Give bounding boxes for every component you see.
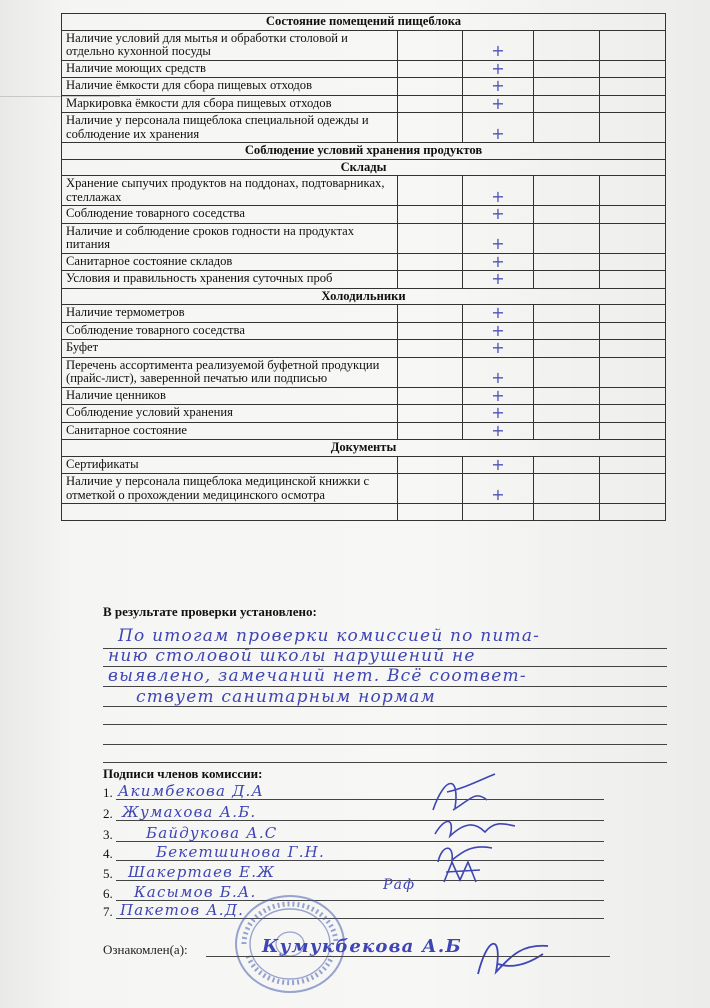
checklist-item-text: Наличие условий для мытья и обработки столовой и отдельно кухонной посуды: [62, 30, 398, 60]
section-header-row: [62, 159, 666, 176]
checklist-row: [62, 387, 666, 405]
checklist-item-text: Перечень ассортимента реализуемой буфетной продукции (прайс-лист), заверенной печатью или подписью: [62, 357, 398, 387]
signature-number: 4.: [103, 846, 113, 861]
check-cell: [398, 456, 463, 474]
checklist-item-text: Условия и правильность хранения суточных проб: [62, 271, 398, 289]
check-cell: [534, 223, 600, 253]
inspection-checklist-table: [61, 13, 666, 521]
checklist-item-text: Соблюдение условий хранения: [62, 405, 398, 423]
signature-scribble: [468, 924, 558, 984]
checklist-item-text: Буфет: [62, 340, 398, 358]
checklist-row: [62, 340, 666, 358]
check-cell: [398, 223, 463, 253]
check-cell: [534, 322, 600, 340]
check-cell: [398, 340, 463, 358]
check-cell: [463, 357, 534, 387]
checklist-item-text: Наличие термометров: [62, 305, 398, 323]
checklist-row: [62, 253, 666, 271]
handwritten-plus-mark: +: [491, 234, 505, 253]
checklist-row: [62, 60, 666, 78]
acknowledged-handwritten-name: Кумукбекова А.Б: [262, 936, 462, 957]
handwritten-plus-mark: +: [491, 123, 505, 143]
check-cell: [600, 357, 666, 387]
check-cell: [600, 253, 666, 271]
check-cell: [463, 504, 534, 521]
handwritten-extra-mark: Раф: [383, 877, 416, 893]
check-cell: [534, 30, 600, 60]
check-cell: [398, 78, 463, 96]
handwritten-plus-mark: +: [491, 484, 505, 504]
check-cell: [534, 456, 600, 474]
check-cell: [463, 60, 534, 78]
check-cell: [398, 474, 463, 504]
handwritten-conclusion-line: нию столовой школы нарушений не: [108, 646, 476, 666]
check-cell: [600, 95, 666, 113]
check-cell: [534, 387, 600, 405]
checklist-item-text: Сертификаты: [62, 456, 398, 474]
checklist-row: [62, 206, 666, 224]
check-cell: [463, 405, 534, 423]
handwritten-member-name: Байдукова А.С: [146, 824, 278, 842]
check-cell: [600, 78, 666, 96]
handwritten-conclusion-line: ствует санитарным нормам: [136, 687, 436, 707]
check-cell: [600, 60, 666, 78]
check-cell: [534, 176, 600, 206]
check-cell: [534, 113, 600, 143]
check-cell: [600, 271, 666, 289]
checklist-item-text: Санитарное состояние складов: [62, 253, 398, 271]
check-cell: [398, 322, 463, 340]
handwritten-member-name: Бекетшинова Г.Н.: [156, 843, 325, 861]
check-cell: [534, 206, 600, 224]
check-cell: [600, 387, 666, 405]
result-heading: В результате проверки установлено:: [103, 604, 317, 619]
check-cell: [534, 253, 600, 271]
check-cell: [463, 176, 534, 206]
check-cell: [398, 30, 463, 60]
checklist-row: [62, 357, 666, 387]
handwritten-member-name: Жумахова А.Б.: [122, 803, 257, 821]
section-title: Соблюдение условий хранения продуктов: [62, 143, 666, 160]
handwritten-member-name: Пакетов А.Д.: [120, 901, 245, 919]
check-cell: [398, 305, 463, 323]
signature-number: 2.: [103, 806, 113, 821]
check-cell: [463, 30, 534, 60]
handwritten-plus-mark: +: [491, 454, 505, 474]
handwritten-conclusion-line: По итогам проверки комиссией по пита-: [118, 626, 541, 646]
signature-scribble: [440, 856, 490, 886]
check-cell: [600, 422, 666, 440]
check-cell: [534, 271, 600, 289]
ruled-line: [103, 744, 667, 745]
handwritten-plus-mark: +: [491, 76, 505, 95]
checklist-row: [62, 223, 666, 253]
checklist-row: [62, 30, 666, 60]
checklist-row: [62, 422, 666, 440]
checklist-row: [62, 113, 666, 143]
check-cell: [398, 405, 463, 423]
checklist-item-text: Маркировка ёмкости для сбора пищевых отходов: [62, 95, 398, 113]
check-cell: [534, 422, 600, 440]
handwritten-member-name: Шакертаев Е.Ж: [128, 863, 276, 881]
checklist-row: [62, 474, 666, 504]
check-cell: [398, 387, 463, 405]
section-header-row: [62, 440, 666, 457]
section-title: Холодильники: [62, 288, 666, 305]
checklist-item-text: [62, 504, 398, 521]
check-cell: [600, 504, 666, 521]
check-cell: [463, 422, 534, 440]
check-cell: [534, 60, 600, 78]
section-title: Склады: [62, 159, 666, 176]
signature-number: 1.: [103, 785, 113, 800]
handwritten-plus-mark: +: [491, 204, 505, 223]
checklist-row: [62, 78, 666, 96]
ruled-line: [103, 762, 667, 763]
check-cell: [463, 206, 534, 224]
handwritten-plus-mark: +: [491, 269, 505, 288]
check-cell: [600, 405, 666, 423]
handwritten-plus-mark: +: [491, 403, 505, 422]
check-cell: [534, 305, 600, 323]
check-cell: [600, 456, 666, 474]
checklist-item-text: Наличие моющих средств: [62, 60, 398, 78]
signature-number: 5.: [103, 866, 113, 881]
acknowledged-label: Ознакомлен(а):: [103, 942, 188, 957]
ruled-line: [103, 724, 667, 725]
checklist-item-text: Санитарное состояние: [62, 422, 398, 440]
handwritten-plus-mark: +: [491, 320, 505, 340]
check-cell: [463, 340, 534, 358]
check-cell: [398, 422, 463, 440]
check-cell: [463, 78, 534, 96]
check-cell: [463, 271, 534, 289]
handwritten-plus-mark: +: [491, 303, 505, 322]
check-cell: [463, 387, 534, 405]
check-cell: [463, 113, 534, 143]
section-header-row: [62, 288, 666, 305]
handwritten-plus-mark: +: [491, 420, 505, 440]
signatures-heading: Подписи членов комиссии:: [103, 766, 263, 781]
signature-number: 3.: [103, 827, 113, 842]
check-cell: [534, 357, 600, 387]
check-cell: [463, 95, 534, 113]
checklist-row: [62, 305, 666, 323]
check-cell: [534, 95, 600, 113]
check-cell: [463, 253, 534, 271]
checklist-item-text: Наличие ценников: [62, 387, 398, 405]
handwritten-member-name: Акимбекова Д.А: [118, 782, 264, 800]
signature-number: 7.: [103, 904, 113, 919]
check-cell: [600, 340, 666, 358]
check-cell: [534, 474, 600, 504]
handwritten-plus-mark: +: [491, 186, 505, 206]
check-cell: [534, 78, 600, 96]
check-cell: [600, 223, 666, 253]
check-cell: [398, 357, 463, 387]
check-cell: [600, 305, 666, 323]
check-cell: [600, 113, 666, 143]
handwritten-plus-mark: +: [491, 338, 505, 357]
check-cell: [534, 504, 600, 521]
check-cell: [398, 253, 463, 271]
checklist-row: [62, 504, 666, 521]
checklist-row: [62, 176, 666, 206]
check-cell: [600, 206, 666, 224]
section-header-row: [62, 143, 666, 160]
handwritten-plus-mark: +: [491, 93, 505, 113]
checklist-row: [62, 322, 666, 340]
check-cell: [398, 95, 463, 113]
checklist-item-text: Наличие и соблюдение сроков годности на продуктах питания: [62, 223, 398, 253]
check-cell: [398, 176, 463, 206]
check-cell: [463, 305, 534, 323]
check-cell: [463, 322, 534, 340]
check-cell: [534, 340, 600, 358]
handwritten-conclusion-line: выявлено, замечаний нет. Всё соответ-: [108, 666, 527, 686]
check-cell: [398, 271, 463, 289]
checklist-row: [62, 271, 666, 289]
check-cell: [600, 176, 666, 206]
check-cell: [398, 504, 463, 521]
section-header-row: [62, 14, 666, 31]
handwritten-plus-mark: +: [491, 58, 505, 78]
checklist-item-text: Соблюдение товарного соседства: [62, 322, 398, 340]
checklist-row: [62, 95, 666, 113]
checklist-item-text: Наличие у персонала пищеблока медицинской книжки с отметкой о прохождении медицинского осмотра: [62, 474, 398, 504]
checklist-item-text: Хранение сыпучих продуктов на поддонах, подтоварниках, стеллажах: [62, 176, 398, 206]
check-cell: [398, 206, 463, 224]
check-cell: [600, 474, 666, 504]
check-cell: [534, 405, 600, 423]
handwritten-plus-mark: +: [491, 385, 505, 405]
check-cell: [463, 456, 534, 474]
checklist-item-text: Соблюдение товарного соседства: [62, 206, 398, 224]
handwritten-member-name: Касымов Б.А.: [134, 883, 257, 901]
check-cell: [463, 474, 534, 504]
checklist-item-text: Наличие ёмкости для сбора пищевых отходов: [62, 78, 398, 96]
check-cell: [600, 30, 666, 60]
handwritten-plus-mark: +: [491, 251, 505, 271]
check-cell: [398, 113, 463, 143]
checklist-item-text: Наличие у персонала пищеблока специальной одежды и соблюдение их хранения: [62, 113, 398, 143]
section-title: Документы: [62, 440, 666, 457]
check-cell: [398, 60, 463, 78]
check-cell: [463, 223, 534, 253]
handwritten-plus-mark: +: [491, 41, 505, 60]
signature-number: 6.: [103, 886, 113, 901]
handwritten-plus-mark: +: [491, 368, 505, 387]
checklist-row: [62, 405, 666, 423]
check-cell: [600, 322, 666, 340]
checklist-row: [62, 456, 666, 474]
section-title: Состояние помещений пищеблока: [62, 14, 666, 31]
